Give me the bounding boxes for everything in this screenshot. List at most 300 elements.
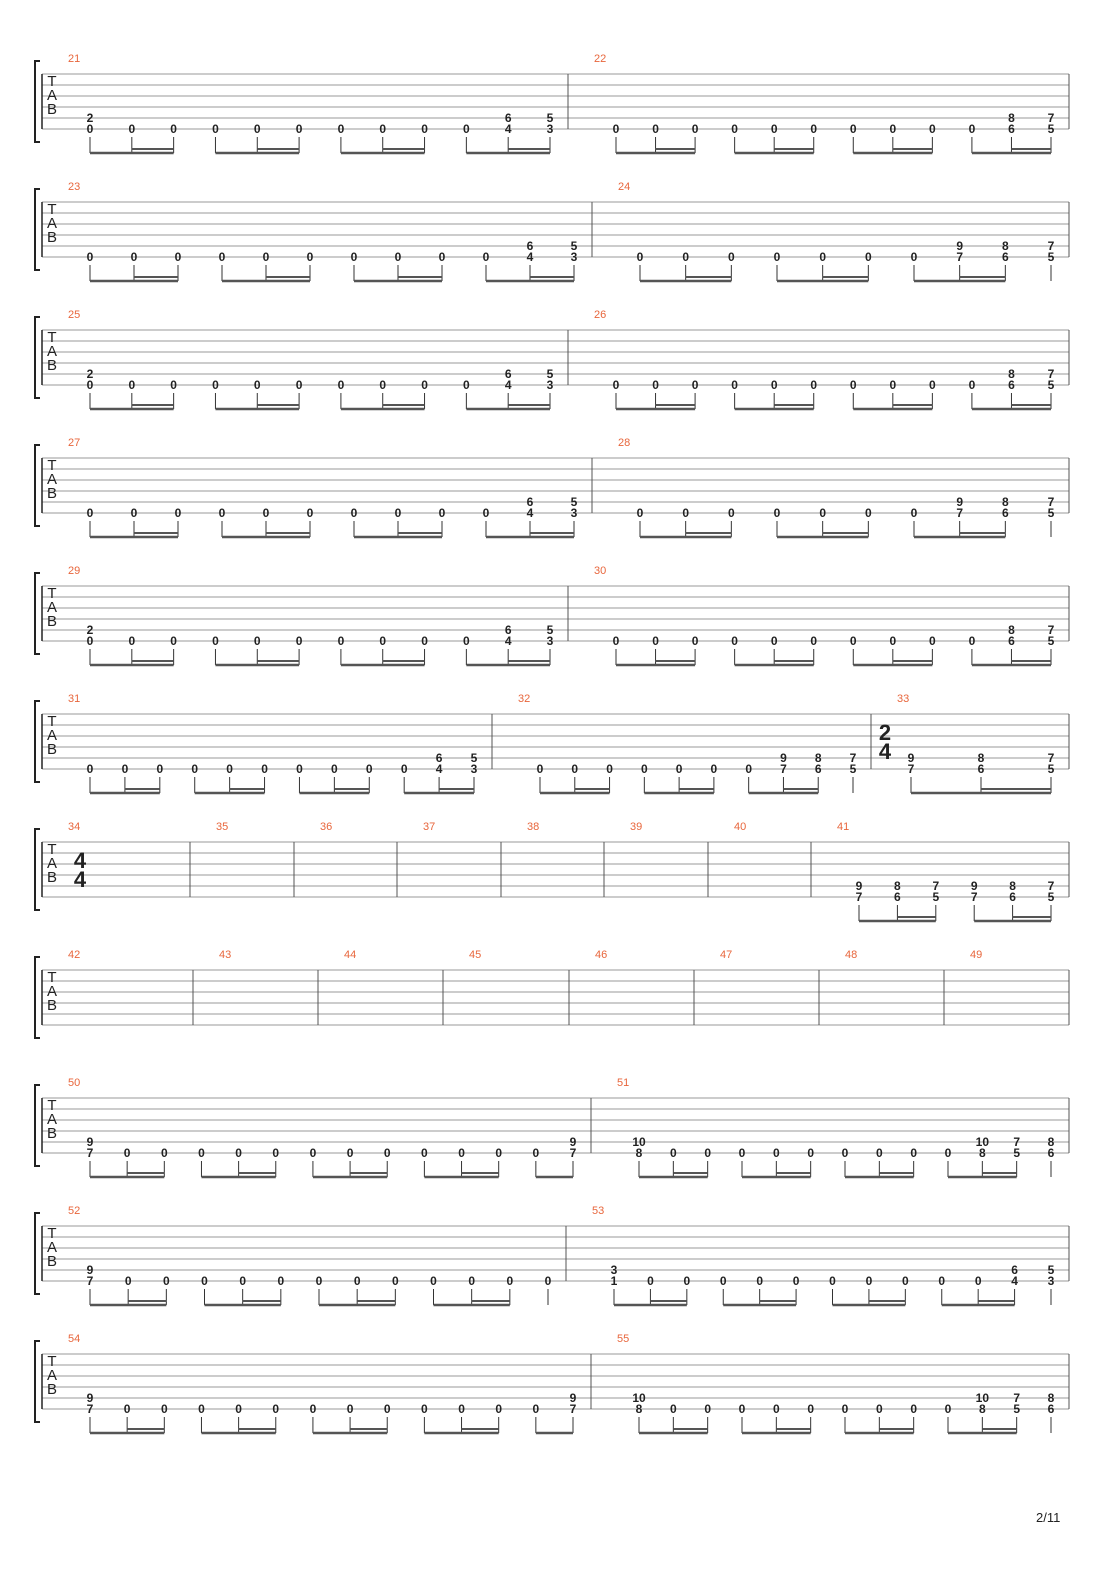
- fret-number: 0: [463, 378, 470, 392]
- measure-number: 33: [897, 693, 910, 705]
- fret-number: 3: [570, 250, 578, 264]
- fret-number: 0: [727, 506, 735, 520]
- tab-clef-letter: A: [46, 215, 58, 232]
- fret-number: 0: [365, 762, 373, 776]
- tab-clef-letter: T: [47, 713, 57, 730]
- fret-number: 0: [295, 378, 303, 392]
- fret-number: 3: [1047, 1274, 1055, 1288]
- staff-system: [35, 437, 1069, 537]
- fret-number: 7: [849, 751, 857, 765]
- fret-number: 0: [212, 634, 219, 648]
- fret-number: 0: [731, 122, 738, 136]
- fret-number: 5: [1047, 250, 1055, 264]
- fret-number: 5: [1013, 1402, 1021, 1416]
- fret-number: 0: [640, 762, 648, 776]
- fret-number: 2: [86, 367, 94, 381]
- fret-number: 6: [504, 111, 512, 125]
- fret-number: 10: [632, 1391, 646, 1405]
- fret-number: 0: [170, 378, 177, 392]
- fret-number: 8: [1001, 239, 1009, 253]
- fret-number: 0: [261, 762, 268, 776]
- fret-number: 9: [569, 1391, 577, 1405]
- fret-number: 0: [235, 1146, 242, 1160]
- fret-number: 0: [353, 1274, 361, 1288]
- fret-number: 0: [910, 250, 918, 264]
- fret-number: 5: [1047, 762, 1055, 776]
- fret-number: 0: [704, 1402, 712, 1416]
- fret-number: 0: [612, 378, 620, 392]
- fret-number: 5: [546, 367, 554, 381]
- fret-number: 6: [1009, 890, 1016, 904]
- staff-system: [35, 53, 1069, 153]
- measure-number: 46: [595, 949, 608, 961]
- fret-number: 4: [435, 762, 443, 776]
- fret-number: 0: [704, 1146, 712, 1160]
- measure-number: 21: [68, 53, 81, 65]
- fret-number: 0: [295, 122, 303, 136]
- tab-clef-letter: B: [46, 1125, 58, 1142]
- fret-number: 5: [570, 495, 578, 509]
- tab-clef-letter: B: [46, 357, 58, 374]
- measure-number: 30: [594, 565, 607, 577]
- measure-number: 55: [617, 1333, 630, 1345]
- fret-number: 6: [814, 762, 822, 776]
- fret-number: 0: [198, 1146, 205, 1160]
- tab-clef-letter: T: [47, 585, 57, 602]
- fret-number: 0: [421, 634, 428, 648]
- fret-number: 6: [894, 890, 901, 904]
- fret-number: 0: [731, 378, 738, 392]
- fret-number: 0: [379, 122, 387, 136]
- measure-number: 52: [68, 1205, 81, 1217]
- fret-number: 5: [1047, 506, 1055, 520]
- fret-number: 0: [218, 250, 226, 264]
- fret-number: 0: [929, 634, 936, 648]
- fret-number: 7: [1047, 239, 1055, 253]
- time-signature-bottom: 4: [878, 739, 892, 764]
- fret-number: 0: [532, 1146, 540, 1160]
- fret-number: 0: [383, 1146, 391, 1160]
- fret-number: 0: [675, 762, 683, 776]
- fret-number: 0: [262, 250, 270, 264]
- fret-number: 7: [956, 506, 964, 520]
- fret-number: 0: [253, 378, 261, 392]
- system-bracket: [35, 317, 40, 398]
- fret-number: 7: [1047, 111, 1055, 125]
- fret-number: 7: [86, 1274, 94, 1288]
- time-signature-top: 4: [73, 848, 87, 873]
- measure-number: 41: [837, 821, 850, 833]
- measure-number: 38: [527, 821, 540, 833]
- fret-number: 0: [86, 378, 94, 392]
- fret-number: 0: [810, 634, 818, 648]
- fret-number: 0: [170, 122, 177, 136]
- fret-number: 3: [546, 122, 554, 136]
- tab-clef-letter: B: [46, 229, 58, 246]
- fret-number: 0: [253, 122, 261, 136]
- fret-number: 7: [1047, 367, 1055, 381]
- staff-system: [35, 181, 1069, 281]
- tab-clef-letter: A: [46, 471, 58, 488]
- fret-number: 0: [756, 1274, 764, 1288]
- time-signature-top: 2: [878, 720, 892, 745]
- tab-clef-letter: T: [47, 1097, 57, 1114]
- fret-number: 2: [86, 623, 94, 637]
- fret-number: 0: [463, 634, 470, 648]
- measure-number: 44: [344, 949, 357, 961]
- fret-number: 0: [738, 1402, 746, 1416]
- fret-number: 0: [506, 1274, 514, 1288]
- fret-number: 0: [458, 1146, 465, 1160]
- fret-number: 0: [394, 250, 402, 264]
- fret-number: 7: [1047, 495, 1055, 509]
- fret-number: 0: [652, 122, 659, 136]
- fret-number: 0: [306, 506, 314, 520]
- fret-number: 0: [170, 634, 177, 648]
- fret-number: 0: [296, 762, 303, 776]
- fret-number: 2: [86, 111, 94, 125]
- fret-number: 0: [174, 506, 182, 520]
- fret-number: 0: [379, 634, 387, 648]
- fret-number: 0: [346, 1402, 354, 1416]
- system-bracket: [35, 1341, 40, 1422]
- fret-number: 0: [272, 1402, 280, 1416]
- fret-number: 0: [612, 634, 620, 648]
- fret-number: 0: [929, 378, 936, 392]
- measure-number: 36: [320, 821, 333, 833]
- system-bracket: [35, 701, 40, 782]
- system-bracket: [35, 1085, 40, 1166]
- fret-number: 0: [309, 1146, 317, 1160]
- fret-number: 0: [731, 634, 738, 648]
- fret-number: 0: [421, 1402, 428, 1416]
- fret-number: 6: [1008, 634, 1015, 648]
- fret-number: 0: [829, 1274, 836, 1288]
- fret-number: 6: [504, 623, 512, 637]
- fret-number: 9: [569, 1135, 577, 1149]
- fret-number: 0: [123, 1146, 131, 1160]
- tab-clef-letter: B: [46, 869, 58, 886]
- fret-number: 5: [1013, 1146, 1021, 1160]
- fret-number: 6: [1047, 1146, 1055, 1160]
- fret-number: 5: [1047, 890, 1055, 904]
- fret-number: 0: [272, 1146, 280, 1160]
- fret-number: 0: [337, 378, 345, 392]
- fret-number: 7: [1047, 623, 1055, 637]
- tab-clef-letter: B: [46, 1381, 58, 1398]
- fret-number: 0: [383, 1402, 391, 1416]
- fret-number: 0: [128, 122, 136, 136]
- fret-number: 0: [652, 634, 659, 648]
- fret-number: 0: [612, 122, 620, 136]
- fret-number: 0: [331, 762, 338, 776]
- fret-number: 3: [546, 634, 554, 648]
- fret-number: 0: [123, 1402, 131, 1416]
- measure-number: 42: [68, 949, 81, 961]
- fret-number: 0: [277, 1274, 285, 1288]
- measure-number: 29: [68, 565, 81, 577]
- fret-number: 0: [86, 250, 94, 264]
- fret-number: 0: [669, 1146, 677, 1160]
- fret-number: 7: [569, 1146, 577, 1160]
- fret-number: 0: [819, 506, 827, 520]
- fret-number: 0: [929, 122, 936, 136]
- fret-number: 4: [504, 378, 512, 392]
- fret-number: 0: [772, 1146, 780, 1160]
- tab-clef-letter: B: [46, 101, 58, 118]
- fret-number: 0: [532, 1402, 540, 1416]
- fret-number: 8: [977, 751, 985, 765]
- fret-number: 0: [239, 1274, 247, 1288]
- tab-clef-letter: B: [46, 485, 58, 502]
- fret-number: 4: [504, 122, 512, 136]
- fret-number: 7: [932, 879, 940, 893]
- system-bracket: [35, 61, 40, 142]
- fret-number: 4: [526, 250, 534, 264]
- fret-number: 0: [295, 634, 303, 648]
- fret-number: 8: [1008, 367, 1015, 381]
- fret-number: 0: [391, 1274, 399, 1288]
- measure-number: 34: [68, 821, 81, 833]
- tab-clef-letter: A: [46, 855, 58, 872]
- fret-number: 9: [907, 751, 915, 765]
- fret-number: 0: [938, 1274, 946, 1288]
- fret-number: 0: [745, 762, 753, 776]
- fret-number: 7: [1047, 879, 1055, 893]
- fret-number: 7: [1013, 1135, 1021, 1149]
- fret-number: 0: [438, 250, 446, 264]
- fret-number: 0: [606, 762, 613, 776]
- fret-number: 0: [889, 378, 897, 392]
- fret-number: 0: [160, 1146, 168, 1160]
- fret-number: 0: [944, 1402, 952, 1416]
- fret-number: 0: [482, 250, 490, 264]
- fret-number: 0: [86, 122, 94, 136]
- fret-number: 9: [970, 879, 978, 893]
- fret-number: 0: [495, 1146, 503, 1160]
- page-number: 2/11: [1036, 1510, 1061, 1525]
- fret-number: 8: [814, 751, 822, 765]
- fret-number: 0: [669, 1402, 677, 1416]
- fret-number: 0: [683, 1274, 691, 1288]
- measure-number: 39: [630, 821, 643, 833]
- fret-number: 8: [1001, 495, 1009, 509]
- fret-number: 0: [849, 378, 857, 392]
- fret-number: 5: [1047, 1263, 1055, 1277]
- fret-number: 5: [1047, 634, 1055, 648]
- measure-number: 49: [970, 949, 983, 961]
- fret-number: 0: [819, 250, 827, 264]
- fret-number: 0: [346, 1146, 354, 1160]
- measure-number: 45: [469, 949, 482, 961]
- measure-number: 48: [845, 949, 858, 961]
- fret-number: 8: [1008, 623, 1015, 637]
- tab-clef-letter: A: [46, 727, 58, 744]
- fret-number: 0: [810, 122, 818, 136]
- fret-number: 0: [212, 378, 219, 392]
- fret-number: 6: [1008, 378, 1015, 392]
- staff-system: [35, 1077, 1069, 1177]
- fret-number: 9: [780, 751, 787, 765]
- fret-number: 7: [907, 762, 915, 776]
- fret-number: 0: [421, 378, 428, 392]
- staff-system: [35, 821, 1069, 921]
- fret-number: 6: [435, 751, 443, 765]
- fret-number: 8: [635, 1402, 643, 1416]
- fret-number: 6: [526, 239, 534, 253]
- fret-number: 0: [350, 250, 358, 264]
- measure-number: 27: [68, 437, 81, 449]
- tab-clef-letter: A: [46, 87, 58, 104]
- fret-number: 3: [610, 1263, 618, 1277]
- system-bracket: [35, 829, 40, 910]
- fret-number: 0: [849, 122, 857, 136]
- fret-number: 0: [682, 250, 690, 264]
- fret-number: 0: [463, 122, 470, 136]
- fret-number: 4: [504, 634, 512, 648]
- fret-number: 0: [394, 506, 402, 520]
- fret-number: 9: [86, 1263, 94, 1277]
- fret-number: 0: [727, 250, 735, 264]
- fret-number: 0: [235, 1402, 242, 1416]
- fret-number: 0: [772, 1402, 780, 1416]
- system-bracket: [35, 189, 40, 270]
- tab-clef-letter: B: [46, 1253, 58, 1270]
- fret-number: 5: [546, 111, 554, 125]
- tab-clef-letter: T: [47, 841, 57, 858]
- fret-number: 0: [691, 122, 699, 136]
- system-bracket: [35, 573, 40, 654]
- fret-number: 0: [253, 634, 261, 648]
- fret-number: 0: [121, 762, 129, 776]
- fret-number: 0: [130, 506, 138, 520]
- tab-clef-letter: T: [47, 329, 57, 346]
- fret-number: 0: [130, 250, 138, 264]
- measure-number: 24: [618, 181, 631, 193]
- tab-clef-letter: T: [47, 1353, 57, 1370]
- fret-number: 0: [421, 1146, 428, 1160]
- fret-number: 0: [212, 122, 219, 136]
- fret-number: 5: [849, 762, 857, 776]
- fret-number: 0: [910, 1402, 918, 1416]
- fret-number: 7: [970, 890, 978, 904]
- measure-number: 50: [68, 1077, 81, 1089]
- fret-number: 8: [978, 1402, 986, 1416]
- fret-number: 0: [571, 762, 579, 776]
- fret-number: 0: [309, 1402, 317, 1416]
- fret-number: 7: [86, 1402, 94, 1416]
- fret-number: 10: [632, 1135, 646, 1149]
- fret-number: 0: [430, 1274, 437, 1288]
- fret-number: 0: [315, 1274, 323, 1288]
- staff-system: [35, 1333, 1069, 1433]
- fret-number: 0: [306, 250, 314, 264]
- fret-number: 0: [128, 634, 136, 648]
- time-signature-bottom: 4: [73, 867, 87, 892]
- fret-number: 0: [536, 762, 544, 776]
- fret-number: 0: [174, 250, 182, 264]
- tab-clef-letter: B: [46, 997, 58, 1014]
- fret-number: 0: [482, 506, 490, 520]
- measure-number: 26: [594, 309, 607, 321]
- fret-number: 0: [691, 634, 699, 648]
- fret-number: 4: [526, 506, 534, 520]
- fret-number: 7: [1047, 751, 1055, 765]
- fret-number: 0: [337, 634, 345, 648]
- fret-number: 0: [968, 634, 976, 648]
- fret-number: 5: [1047, 122, 1055, 136]
- fret-number: 6: [526, 495, 534, 509]
- fret-number: 7: [855, 890, 863, 904]
- fret-number: 0: [544, 1274, 552, 1288]
- fret-number: 0: [875, 1146, 883, 1160]
- fret-number: 0: [770, 122, 778, 136]
- measure-number: 31: [68, 693, 81, 705]
- fret-number: 4: [1011, 1274, 1018, 1288]
- tab-clef-letter: A: [46, 599, 58, 616]
- fret-number: 1: [610, 1274, 618, 1288]
- fret-number: 0: [889, 634, 897, 648]
- system-bracket: [35, 1213, 40, 1294]
- fret-number: 0: [889, 122, 897, 136]
- fret-number: 0: [438, 506, 446, 520]
- fret-number: 0: [864, 250, 872, 264]
- fret-number: 0: [770, 378, 778, 392]
- fret-number: 0: [841, 1146, 849, 1160]
- fret-number: 9: [86, 1391, 94, 1405]
- fret-number: 0: [810, 378, 818, 392]
- fret-number: 8: [894, 879, 901, 893]
- fret-number: 0: [124, 1274, 132, 1288]
- measure-number: 23: [68, 181, 81, 193]
- staff-system: [35, 949, 1069, 1038]
- fret-number: 0: [226, 762, 233, 776]
- tab-clef-letter: T: [47, 73, 57, 90]
- fret-number: 9: [956, 239, 964, 253]
- fret-number: 6: [1001, 250, 1009, 264]
- measure-number: 32: [518, 693, 531, 705]
- measure-number: 53: [592, 1205, 605, 1217]
- fret-number: 10: [975, 1391, 990, 1405]
- fret-number: 8: [1009, 879, 1016, 893]
- fret-number: 9: [855, 879, 863, 893]
- fret-number: 9: [956, 495, 964, 509]
- fret-number: 0: [974, 1274, 982, 1288]
- fret-number: 7: [86, 1146, 94, 1160]
- fret-number: 0: [719, 1274, 727, 1288]
- fret-number: 5: [932, 890, 940, 904]
- measure-number: 43: [219, 949, 232, 961]
- fret-number: 6: [1047, 1402, 1055, 1416]
- tab-clef-letter: T: [47, 201, 57, 218]
- fret-number: 0: [968, 122, 976, 136]
- tab-clef-letter: A: [46, 1367, 58, 1384]
- fret-number: 0: [458, 1402, 465, 1416]
- fret-number: 3: [546, 378, 554, 392]
- fret-number: 0: [191, 762, 199, 776]
- fret-number: 0: [636, 250, 644, 264]
- fret-number: 8: [1047, 1135, 1055, 1149]
- tab-clef-letter: B: [46, 613, 58, 630]
- system-bracket: [35, 445, 40, 526]
- fret-number: 0: [218, 506, 226, 520]
- measure-number: 25: [68, 309, 81, 321]
- fret-number: 0: [773, 250, 781, 264]
- fret-number: 0: [198, 1402, 205, 1416]
- fret-number: 0: [944, 1146, 952, 1160]
- fret-number: 0: [128, 378, 136, 392]
- fret-number: 0: [773, 506, 781, 520]
